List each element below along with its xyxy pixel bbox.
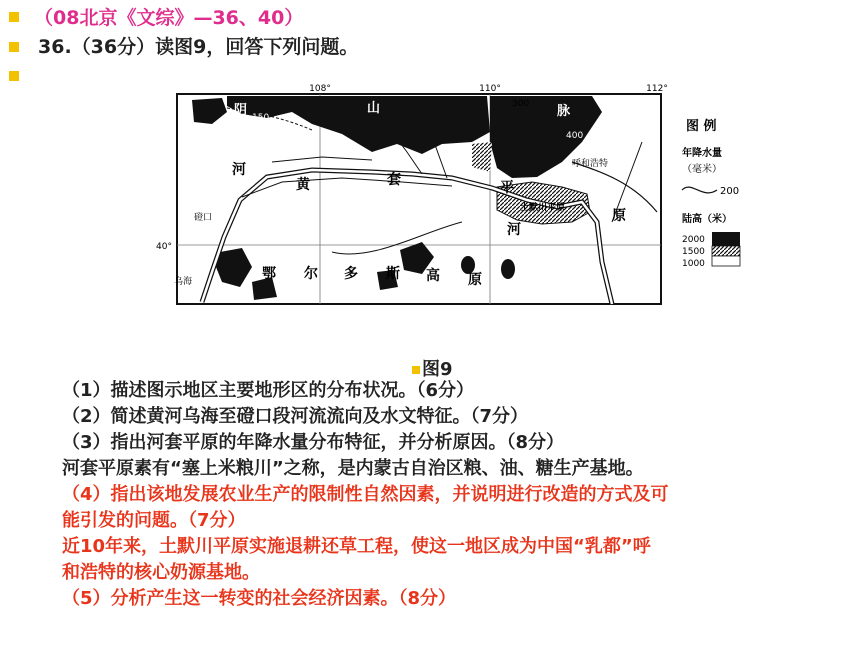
label-er: 尔 — [304, 266, 318, 282]
legend-elev-1500: 1500 — [682, 247, 705, 257]
legend-title: 图 例 — [686, 119, 717, 134]
label-huang: 黄 — [296, 177, 310, 193]
label-hohhot: 呼和浩特 — [572, 159, 609, 169]
contour-label-300: 300 — [512, 99, 530, 109]
label-gao: 高 — [426, 268, 440, 284]
label-he-top: 河 — [232, 162, 246, 178]
label-shan: 山 — [367, 101, 381, 116]
legend-swatch-1000 — [712, 256, 740, 266]
label-he-right: 河 — [507, 222, 521, 238]
question-4-line1: （4）指出该地发展农业生产的限制性自然因素，并说明进行改造的方式及可 — [62, 484, 669, 505]
legend-contour-swatch — [682, 187, 717, 193]
lat-40: 40° — [156, 242, 172, 252]
question-4-line2: 能引发的问题。（7分） — [62, 510, 246, 531]
bullet-3 — [9, 71, 19, 81]
label-tao: 套 — [387, 172, 401, 188]
contour-label-400: 400 — [566, 131, 584, 141]
legend-elev-2000: 2000 — [682, 235, 705, 245]
intro-tumochuan-line2: 和浩特的核心奶源基地。 — [62, 562, 260, 583]
question-2: （2）简述黄河乌海至磴口段河流流向及水文特征。（7分） — [62, 406, 529, 427]
legend-precip-label: 年降水量 — [682, 148, 722, 159]
question-heading: 36.（36分）读图9，回答下列问题。 — [38, 36, 359, 58]
legend-precip-value: 200 — [720, 186, 740, 197]
intro-tumochuan-line1: 近10年来，土默川平原实施退耕还草工程，使这一地区成为中国“乳都”呼 — [62, 536, 651, 557]
intro-hetao: 河套平原素有“塞上米粮川”之称，是内蒙古自治区粮、油、糖生产基地。 — [62, 458, 644, 479]
label-wuhai: 乌海 — [174, 277, 193, 287]
legend-elev-1000: 1000 — [682, 259, 705, 269]
lon-110: 110° — [479, 84, 501, 94]
label-dengkou: 磴口 — [194, 213, 213, 223]
label-ping: 平 — [500, 180, 514, 196]
caption-bullet — [412, 366, 420, 374]
question-5: （5）分析产生这一转变的社会经济因素。（8分） — [62, 588, 457, 609]
legend-elev-label: 陆高（米） — [682, 214, 732, 225]
label-si: 斯 — [386, 266, 400, 282]
lon-112: 112° — [646, 84, 668, 94]
label-yuan2: 原 — [468, 272, 482, 288]
question-3: （3）指出河套平原的年降水量分布特征，并分析原因。（8分） — [62, 432, 565, 453]
label-e: 鄂 — [262, 266, 276, 282]
legend-swatch-1500 — [712, 246, 740, 256]
bullet-1 — [9, 12, 19, 22]
label-yin: 阴 — [234, 103, 248, 118]
question-1: （1）描述图示地区主要地形区的分布状况。（6分） — [62, 380, 475, 401]
label-yuan: 原 — [612, 208, 626, 224]
legend-swatch-2000 — [712, 232, 740, 246]
source-line: （08北京《文综》—36、40） — [34, 7, 304, 29]
lon-108: 108° — [309, 84, 331, 94]
bullet-2 — [9, 42, 19, 52]
map-svg — [156, 82, 752, 310]
legend-precip-unit: （毫米） — [682, 164, 722, 175]
figure-caption-text: 图9 — [422, 359, 453, 380]
label-tumochuan: 土默川平原 — [520, 203, 566, 213]
label-mai: 脉 — [557, 104, 571, 119]
contour-label-150: 150 — [252, 113, 270, 123]
label-duo: 多 — [344, 266, 358, 282]
map-figure — [156, 82, 752, 310]
